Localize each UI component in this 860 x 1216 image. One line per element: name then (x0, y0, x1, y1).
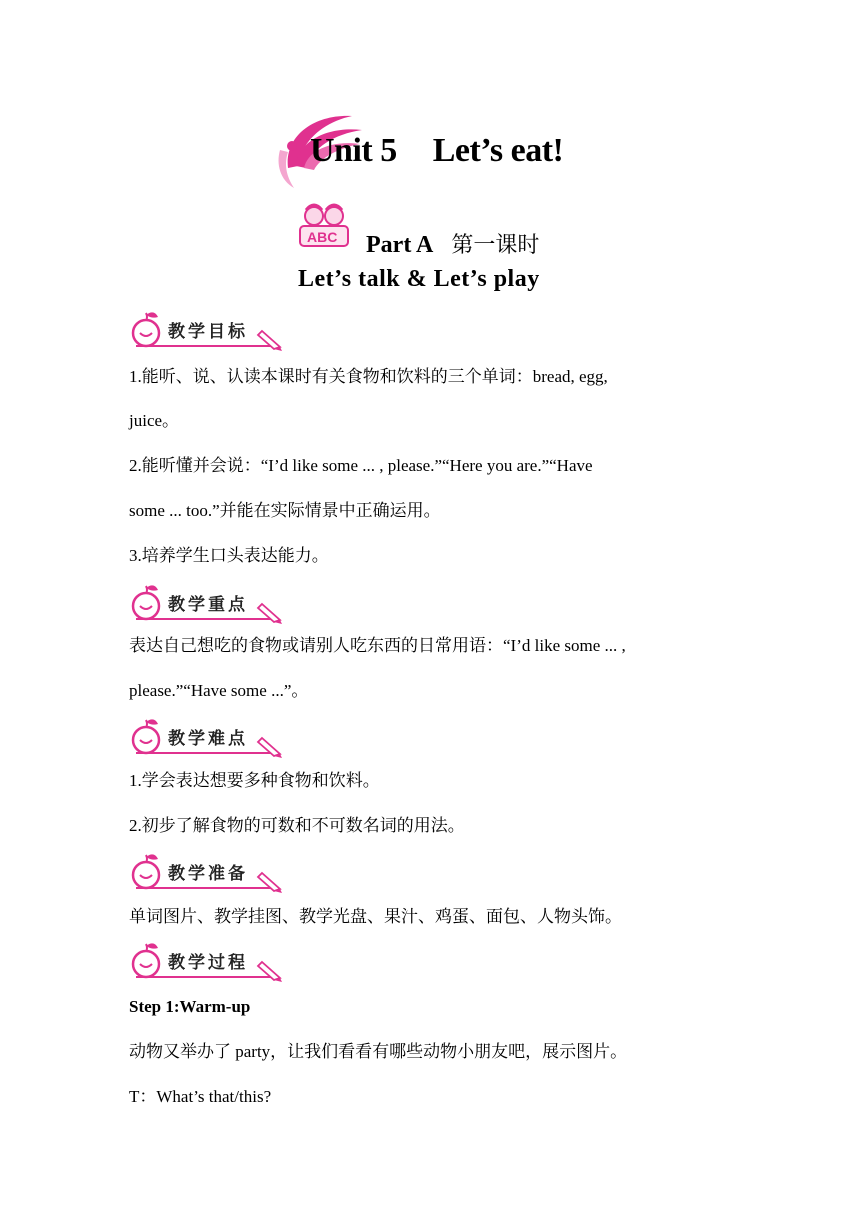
difficulty-line: 1.学会表达想要多种食物和饮料。 (129, 771, 380, 790)
objective-line: 3.培养学生口头表达能力。 (129, 546, 329, 565)
key-point-line: please.”“Have some ...”。 (129, 681, 309, 700)
unit-number: Unit 5 (310, 132, 397, 169)
lesson-subtitle: Let’s talk & Let’s play (298, 266, 540, 292)
unit-name: Let’s eat! (432, 132, 564, 169)
objective-line: some ... too.”并能在实际情景中正确运用。 (129, 501, 441, 520)
section-header-process (128, 940, 288, 980)
section-title: 教学目标 (168, 322, 248, 342)
part-line (366, 228, 539, 259)
process-line: T：What’s that/this? (129, 1087, 272, 1106)
part-label: Part A (366, 232, 434, 258)
section-header-objectives (128, 309, 288, 349)
step-heading: Step 1:Warm-up (129, 997, 251, 1016)
svg-text:ABC: ABC (307, 229, 338, 245)
key-point-line: 表达自己想吃的食物或请别人吃东西的日常用语：“I’d like some ... , (129, 636, 626, 655)
objective-line: 1.能听、说、认读本课时有关食物和饮料的三个单词：bread, egg, (129, 367, 608, 386)
objective-line: juice。 (129, 411, 180, 430)
section-title: 教学准备 (168, 864, 248, 884)
unit-title (310, 132, 563, 170)
section-header-key-points (128, 582, 288, 622)
section-title: 教学难点 (168, 729, 248, 749)
section-header-preparation (128, 851, 288, 891)
section-header-difficulties (128, 716, 288, 756)
section-title: 教学过程 (168, 953, 248, 973)
section-title: 教学重点 (168, 595, 248, 615)
process-line: 动物又举办了 party，让我们看看有哪些动物小朋友吧，展示图片。 (129, 1042, 628, 1061)
objective-line: 2.能听懂并会说：“I’d like some ... , please.”“Here you are.”“Have (129, 456, 593, 475)
preparation-line: 单词图片、教学挂图、教学光盘、果汁、鸡蛋、面包、人物头饰。 (129, 907, 622, 926)
lesson-banner (274, 106, 586, 302)
difficulty-line: 2.初步了解食物的可数和不可数名词的用法。 (129, 816, 465, 835)
lesson-label: 第一课时 (451, 233, 540, 258)
